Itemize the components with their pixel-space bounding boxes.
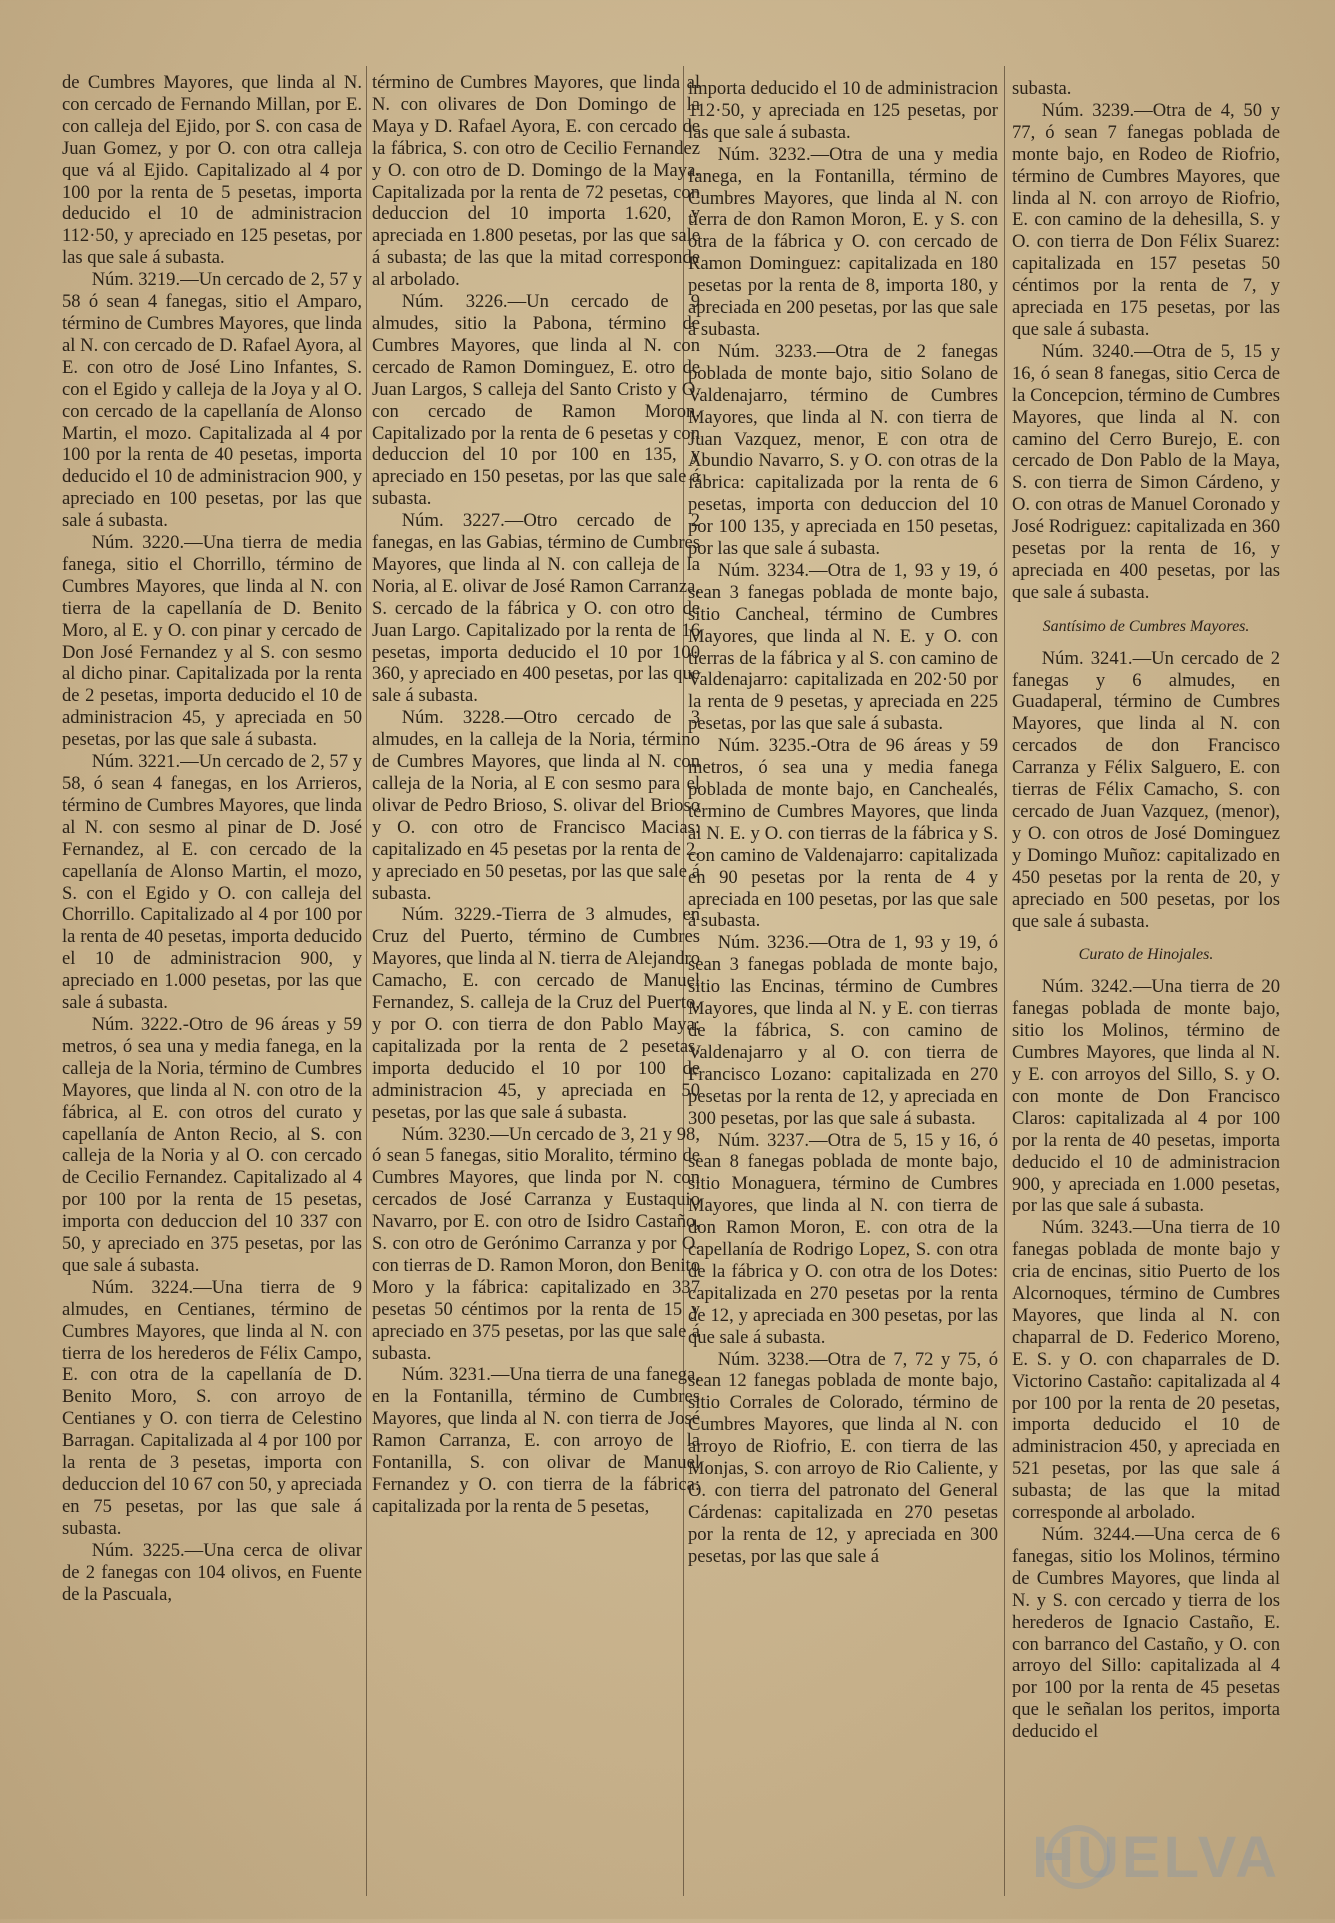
text-column-1 [62,72,362,1917]
section-heading: Curato de Hinojales. [1078,946,1214,964]
listing-paragraph: Núm. 3238.—Otra de 7, 72 y 75, ó sean 12 fanegas poblada de monte bajo, sitio Corrales de Colorado, término de Cumbres Mayores, que linda al N. con arroyo de Riofrio, E. con tierra de las Monjas, S. con arroyo de Rio Caliente, y O. con tierra del patronato del General Cárdenas: capitalizada en 270 pesetas por la renta de 12, y apreciada en 300 pesetas, por las que sale á [688,1348,998,1567]
listing-paragraph: Núm. 3221.—Un cercado de 2, 57 y 58, ó sean 4 fanegas, en los Arrieros, término de Cumbres Mayores, que linda al N. con sesmo al pinar de D. José Fernandez, al E. con cercado de la capellanía de Alonso Martin, el mozo, S. con el Egido y O. con calleja del Chorrillo. Capitalizado al 4 por 100 por la renta de 40 pesetas, importa deducido el 10 de administracion 900, y apreciado en 1.000 pesetas, por las que sale á subasta. [62,751,362,1014]
listing-paragraph: Núm. 3235.-Otra de 96 áreas y 59 metros, ó sea una y media fanega poblada de monte bajo, en Canchealés, término de Cumbres Mayores, que linda al N. E. y O. con tierras de la fábrica y S. con camino de Valdenajarro: capitalizada en 90 pesetas por la renta de 4 y apreciada en 100 pesetas, por las que sale á subasta. [688,735,998,932]
listing-paragraph: Núm. 3226.—Un cercado de 9 almudes, sitio la Pabona, término de Cumbres Mayores, que linda al N. con cercado de Ramon Dominguez, E. otro de Juan Largos, S calleja del Santo Cristo y O. con cercado de Ramon Moron. Capitalizado por la renta de 6 pesetas y con deduccion del 10 por 100 en 135, y apreciado en 150 pesetas, por las que sale á subasta. [372,291,700,510]
listing-paragraph: Núm. 3224.—Una tierra de 9 almudes, en Centianes, término de Cumbres Mayores, que linda al N. con tierra de los herederos de Félix Campo, E. con otra de la capellanía de D. Benito Moro, S. con arroyo de Centianes y O. con tierra de Celestino Barragan. Capitalizada al 4 por 100 por la renta de 3 pesetas, importa con deduccion del 10 67 con 50, y apreciada en 75 pesetas, por las que sale á subasta. [62,1276,362,1539]
listing-paragraph: Núm. 3227.—Otro cercado de 2 fanegas, en las Gabias, término de Cumbres Mayores, que linda al N. con calleja de la Noria, al E. olivar de José Ramon Carranza, S. cercado de la fábrica y O. con otro de Juan Largo. Capitalizado por la renta de 16 pesetas, importa deducido el 10 por 100 360, y apreciado en 400 pesetas, por las que sale á subasta. [372,510,700,707]
text-column-3 [688,78,998,1923]
listing-paragraph: término de Cumbres Mayores, que linda al N. con olivares de Don Domingo de la Maya y D. Rafael Ayora, E. con cercado de la fábrica, S. con otro de Cecilio Fernandez y O. con otro de D. Domingo de la Maya. Capitalizada por la renta de 72 pesetas, con deduccion del 10 importa 1.620, y apreciada en 1.800 pesetas, por las que sale á subasta; de las que la mitad corresponde al arbolado. [372,72,700,291]
listing-paragraph: Núm. 3240.—Otra de 5, 15 y 16, ó sean 8 fanegas, sitio Cerca de la Concepcion, término de Cumbres Mayores, que linda al N. con camino del Cerro Burejo, E. con cercado de Don Pablo de la Maya, S. con tierra de Simon Cárdeno, y O. con otras de Manuel Coronado y José Rodriguez: capitalizada en 360 pesetas por la renta de 16, y apreciada en 400 pesetas, por las que sale á subasta. [1012,340,1280,603]
text-column-4 [1012,78,1280,1923]
column-rule [1004,66,1005,1896]
listing-paragraph: Núm. 3229.-Tierra de 3 almudes, en Cruz del Puerto, término de Cumbres Mayores, que linda al N. tierra de Alejandro Camacho, E. con cercado de Manuel Fernandez, S. calleja de la Cruz del Puerto, y por O. con tierra de don Pablo Maya: capitalizada por la renta de 2 pesetas, importa deducido el 10 por 100 de administracion 45, y apreciada en 50 pesetas, por las que sale á subasta. [372,904,700,1123]
listing-paragraph: Núm. 3239.—Otra de 4, 50 y 77, ó sean 7 fanegas poblada de monte bajo, en Rodeo de Riofrio, término de Cumbres Mayores, que linda al N. con arroyo de Riofrio, E. con camino de la dehesilla, S. y O. con tierra de Don Félix Suarez: capitalizada en 157 pesetas 50 céntimos por la renta de 7, y apreciada en 175 pesetas, por las que sale á subasta. [1012,99,1280,340]
listing-paragraph: Núm. 3244.—Una cerca de 6 fanegas, sitio los Molinos, término de Cumbres Mayores, que linda al N. y S. con cercado y tierra de los herederos de Ignacio Castaño, E. con barranco del Castaño, y O. con arroyo del Sillo: capitalizada al 4 por 100 por la renta de 45 pesetas que le señalan los peritos, importa deducido el [1012,1524,1280,1743]
listing-paragraph: de Cumbres Mayores, que linda al N. con cercado de Fernando Millan, por E. con calleja del Ejido, por S. con casa de Juan Gomez, y por O. con otra calleja que vá al Ejido. Capitalizado al 4 por 100 por la renta de 5 pesetas, importa deducido el 10 de administracion 112·50, y apreciado en 125 pesetas, por las que sale á subasta. [62,72,362,269]
watermark: HUELVA [1032,1825,1280,1890]
listing-paragraph: Núm. 3237.—Otra de 5, 15 y 16, ó sean 8 fanegas poblada de monte bajo, sitio Monaguera, término de Cumbres Mayores, que linda al N. con tierra de don Ramon Moron, E. con otra de la capellanía de Rodrigo Lopez, S. con otra de la fábrica y O. con otra de los Dotes: capitalizada en 270 pesetas por la renta de 12, y apreciada en 300 pesetas, por las que sale á subasta. [688,1129,998,1348]
listing-paragraph: Núm. 3243.—Una tierra de 10 fanegas poblada de monte bajo y cria de encinas, sitio Puerto de los Alcornoques, término de Cumbres Mayores, que linda al N. con chaparral de D. Federico Moreno, E. S. y O. con chaparrales de D. Victorino Castaño: capitalizada al 4 por 100 por la renta de 20 pesetas, importa deducido el 10 de administracion 450, y apreciada en 521 pesetas, por las que sale á subasta; de las que la mitad corresponde al arbolado. [1012,1217,1280,1524]
listing-paragraph: Núm. 3234.—Otra de 1, 93 y 19, ó sean 3 fanegas poblada de monte bajo, sitio Cancheal, término de Cumbres Mayores, que linda al N. E. y O. con tierras de la fábrica y al S. con camino de Valdenajarro: capitalizada en 202·50 por la renta de 9 pesetas, y apreciada en 225 pesetas, por las que sale á subasta. [688,559,998,735]
listing-paragraph: Núm. 3220.—Una tierra de media fanega, sitio el Chorrillo, término de Cumbres Mayores, que linda al N. con tierra de la capellanía de D. Benito Moro, al E. y O. con pinar y cercado de Don José Fernandez y al S. con sesmo al dicho pinar. Capitalizada por la renta de 2 pesetas, importa deducido el 10 de administracion 45, y apreciada en 50 pesetas, por las que sale á subasta. [62,532,362,751]
listing-paragraph: importa deducido el 10 de administracion 112·50, y apreciada en 125 pesetas, por las que sale á subasta. [688,78,998,143]
listing-paragraph: Núm. 3241.—Un cercado de 2 fanegas y 6 almudes, en Guadaperal, término de Cumbres Mayores, que linda al N. con cercados de don Francisco Carranza y Félix Salguero, E. con tierras de Félix Camacho, S. con cercado de Juan Vazquez, (menor), y O. con otros de José Dominguez y Domingo Muñoz: capitalizado en 450 pesetas por la renta de 20, y apreciado en 500 pesetas, por los que sale á subasta. [1012,647,1280,932]
section-heading: Santísimo de Cumbres Mayores. [1042,617,1250,635]
listing-paragraph: Núm. 3232.—Otra de una y media fanega, en la Fontanilla, término de Cumbres Mayores, que linda al N. con tierra de don Ramon Moron, E. y S. con otra de la fábrica y O. con cercado de Ramon Dominguez: capitalizada en 180 pesetas por la renta de 8, importa 180, y apreciada en 200 pesetas, por las que sale á subasta. [688,143,998,340]
listing-paragraph: subasta. [1012,78,1072,99]
listing-paragraph: Núm. 3222.-Otro de 96 áreas y 59 metros, ó sea una y media fanega, en la calleja de la Noria, término de Cumbres Mayores, que linda al N. con otro de la fábrica, al E. con otros del curato y capellanía de Anton Recio, al S. con calleja de la Noria y al O. con cercado de Cecilio Fernandez. Capitalizado al 4 por 100 por la renta de 15 pesetas, importa con deduccion del 10 337 con 50, y apreciado en 375 pesetas, por las que sale á subasta. [62,1013,362,1276]
listing-paragraph: Núm. 3219.—Un cercado de 2, 57 y 58 ó sean 4 fanegas, sitio el Amparo, término de Cumbres Mayores, que linda al N. con cercado de D. Rafael Ayora, al E. con otro de José Lino Infantes, S. con el Egido y calleja de la Joya y al O. con cercado de la capellanía de Alonso Martin, el mozo. Capitalizada al 4 por 100 por la renta de 40 pesetas, importa deducido el 10 de administracion 900, y apreciado en 100 pesetas, por las que sale á subasta. [62,269,362,532]
listing-paragraph: Núm. 3228.—Otro cercado de 3 almudes, en la calleja de la Noria, término de Cumbres Mayores, que linda al N. con calleja de la Noria, al E con sesmo para el olivar de Pedro Brioso, S. olivar del Brioso y O. con otro de Francisco Macias: capitalizado en 45 pesetas por la renta de 2, y apreciado en 50 pesetas, por las que sale á subasta. [372,707,700,904]
listing-paragraph: Núm. 3225.—Una cerca de olivar de 2 fanegas con 104 olivos, en Fuente de la Pascuala, [62,1539,362,1605]
column-rule [366,66,367,1896]
listing-paragraph: Núm. 3236.—Otra de 1, 93 y 19, ó sean 3 fanegas poblada de monte bajo, sitio las Encinas, término de Cumbres Mayores, que linda al N. y E. con tierras de la fábrica, S. con camino de Valdenajarro y al O. con tierra de Francisco Lozano: capitalizada en 270 pesetas por la renta de 12, y apreciada en 300 pesetas, por las que sale á subasta. [688,932,998,1129]
listing-paragraph: Núm. 3230.—Un cercado de 3, 21 y 98, ó sean 5 fanegas, sitio Moralito, término de Cumbres Mayores, que linda por N. con cercados de José Carranza y Eustaquio Navarro, por E. con otro de Isidro Castaño, S. con otro de Gerónimo Carranza y por O. con tierras de D. Ramon Moron, don Benito Moro y la fábrica: capitalizado en 337 pesetas 50 céntimos por la renta de 15 y apreciado en 375 pesetas, por las que sale á subasta. [372,1123,700,1364]
text-column-2 [372,72,700,1917]
listing-paragraph: Núm. 3242.—Una tierra de 20 fanegas poblada de monte bajo, sitio los Molinos, término de Cumbres Mayores, que linda al N. y E. con arroyos del Sillo, S. y O. con monte de Don Francisco Claros: capitalizada al 4 por 100 por la renta de 40 pesetas, importa deducido el 10 de administracion 900, y apreciada en 1.000 pesetas, por las que sale á subasta. [1012,976,1280,1217]
listing-paragraph: Núm. 3233.—Otra de 2 fanegas poblada de monte bajo, sitio Solano de Valdenajarro, término de Cumbres Mayores, que linda al N. con tierra de Juan Vazquez, menor, E con otra de Abundio Navarro, S. y O. con otras de la fábrica: capitalizada por la renta de 6 pesetas, importa con deduccion del 10 por 100 135, y apreciada en 150 pesetas, por las que sale á subasta. [688,340,998,560]
listing-paragraph: Núm. 3231.—Una tierra de una fanega, en la Fontanilla, término de Cumbres Mayores, que linda al N. con tierra de José Ramon Carranza, E. con arroyo de la Fontanilla, S. con olivar de Manuel Fernandez y O. con tierra de la fábrica: capitalizada por la renta de 5 pesetas, [372,1364,700,1517]
